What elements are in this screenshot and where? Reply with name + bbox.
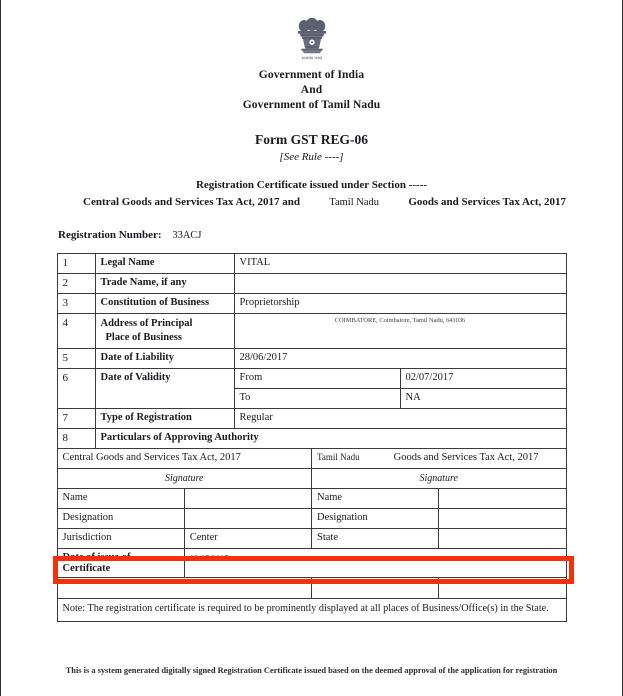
date-of-issue-value: 02/07/2017: [184, 549, 566, 578]
row-label-date-of-liability: Date of Liability: [95, 349, 234, 369]
row-value-date-of-liability: 28/06/2017: [234, 349, 566, 369]
table-row: [57, 314, 566, 349]
authority-state-heading: [312, 449, 567, 469]
validity-from-value: 02/07/2017: [400, 369, 566, 389]
authority-central-heading: Central Goods and Services Tax Act, 2017: [57, 449, 312, 469]
state-name-text: Tamil Nadu: [329, 197, 379, 208]
table-row: [57, 349, 566, 369]
jurisdiction-label: Jurisdiction: [57, 529, 184, 549]
row-serial: 7: [57, 409, 95, 429]
row-serial: 3: [57, 294, 95, 314]
blank-cell-1: [57, 578, 312, 599]
row-value-address: COIMBATORE, Coimbatore, Tamil Nadu, 641036: [234, 314, 566, 349]
note-row: [57, 599, 566, 622]
india-national-emblem-icon: [291, 18, 333, 64]
jurisdiction-state-value: [439, 529, 566, 549]
see-rule-text: [See Rule ----]: [279, 151, 344, 163]
row-serial: 6: [57, 369, 95, 409]
table-row: [57, 369, 566, 389]
name-value-left: [184, 489, 311, 509]
designation-label-left: Designation: [57, 509, 184, 529]
table-row: [57, 409, 566, 429]
blank-cell-3: [439, 578, 566, 599]
designation-value-right: [439, 509, 566, 529]
name-label-right: Name: [312, 489, 439, 509]
emblem-motto-text: सत्यमेव जयते: [301, 55, 322, 61]
row-serial: 5: [57, 349, 95, 369]
designation-label-right: Designation: [312, 509, 439, 529]
row-value-trade-name: [234, 274, 566, 294]
government-of-india-line: Government of India: [258, 69, 365, 81]
registration-number-line: [1, 229, 622, 241]
validity-to-value: NA: [400, 389, 566, 409]
signature-cell-central: [57, 469, 312, 489]
signature-row: [57, 469, 566, 489]
jurisdiction-state-label: State: [312, 529, 439, 549]
name-label-left: Name: [57, 489, 184, 509]
designation-row: [57, 509, 566, 529]
jurisdiction-center-label: Center: [184, 529, 311, 549]
jurisdiction-row: [57, 529, 566, 549]
acts-line: [1, 196, 622, 208]
row-label-legal-name: Legal Name: [95, 254, 234, 274]
registration-number-value: 33ACJ: [172, 230, 202, 241]
date-of-issue-row: [57, 549, 566, 578]
row-label-address: [95, 314, 234, 349]
address-label-line1: Address of Principal: [100, 318, 193, 329]
row-label-approving-authority: Particulars of Approving Authority: [95, 429, 566, 449]
signature-label-left: Signature: [164, 473, 204, 484]
row-value-constitution: Proprietorship: [234, 294, 566, 314]
blank-cell-2: [312, 578, 439, 599]
signature-cell-state: [312, 469, 567, 489]
approving-authority-table: [57, 448, 567, 622]
designation-value-left: [184, 509, 311, 529]
signature-label-right: Signature: [419, 473, 458, 484]
row-label-type-of-registration: Type of Registration: [95, 409, 234, 429]
row-label-date-of-validity: Date of Validity: [95, 369, 234, 409]
section-issued-line: Registration Certificate issued under Section -----: [195, 179, 428, 191]
note-text: Note: The registration certificate is required to be prominently displayed at all places of Business/Office(s) in the State.: [57, 599, 566, 622]
row-value-legal-name: VITAL: [234, 254, 566, 274]
row-label-constitution: Constitution of Business: [95, 294, 234, 314]
table-row: [57, 294, 566, 314]
validity-to-label: To: [234, 389, 400, 409]
name-value-right: [439, 489, 566, 509]
name-row: [57, 489, 566, 509]
certificate-details-table: [57, 253, 567, 449]
table-row: [57, 254, 566, 274]
central-act-text: Central Goods and Services Tax Act, 2017 and: [83, 196, 300, 208]
blank-row: [57, 578, 566, 599]
address-label-line2: Place of Business: [105, 332, 182, 343]
validity-from-label: From: [234, 369, 400, 389]
government-of-state-line: Government of Tamil Nadu: [242, 99, 381, 111]
authority-state-act: Goods and Services Tax Act, 2017: [393, 452, 539, 463]
row-value-type-of-registration: Regular: [234, 409, 566, 429]
row-serial: 8: [57, 429, 95, 449]
registration-number-label: Registration Number:: [58, 229, 162, 241]
table-row: [57, 429, 566, 449]
row-serial: 1: [57, 254, 95, 274]
row-serial: 2: [57, 274, 95, 294]
authority-state-name: Tamil Nadu: [317, 452, 360, 462]
government-heading: [1, 68, 622, 113]
footer-note: This is a system generated digitally signed Registration Certificate issued based on the deemed approval of the application for registration: [65, 666, 558, 675]
form-title: Form GST REG-06: [254, 132, 368, 147]
and-line: And: [300, 84, 323, 96]
row-label-trade-name: Trade Name, if any: [95, 274, 234, 294]
emblem-container: [1, 0, 622, 68]
table-row: [57, 274, 566, 294]
state-act-text: Goods and Services Tax Act, 2017: [408, 196, 566, 208]
date-of-issue-label: Date of issue of Certificate: [57, 549, 184, 578]
authority-heading-row: [57, 449, 566, 469]
row-serial: 4: [57, 314, 95, 349]
